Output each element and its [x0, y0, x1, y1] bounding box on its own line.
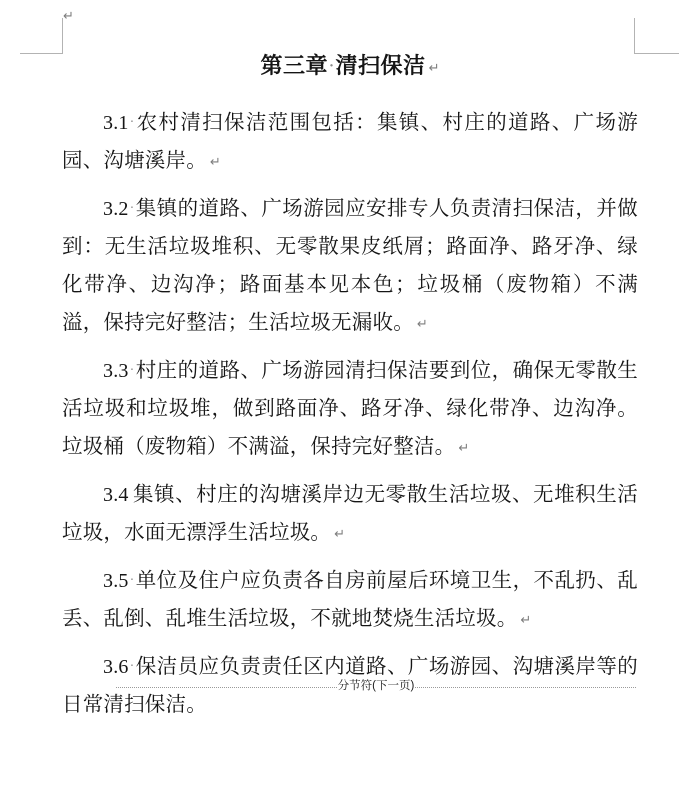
section-break-dotted-line-left: [116, 686, 337, 688]
section-break-marker: [116, 676, 636, 696]
paragraph-number: 3.3: [103, 360, 129, 382]
paragraph-3-3: [62, 352, 638, 467]
space-dot-icon: ·: [129, 201, 135, 216]
title-chapter-text: 第三章: [260, 53, 329, 78]
paragraph-3-5: [62, 562, 638, 639]
paragraph-mark-icon: ↵: [458, 440, 470, 455]
space-dot-icon: ·: [129, 573, 135, 588]
paragraph-number: 3.4: [103, 484, 129, 506]
paragraph-mark-icon: ↵: [63, 8, 74, 23]
section-break-label: 分节符(下一页): [337, 680, 415, 692]
paragraph-3-4: [62, 476, 638, 553]
paragraph-mark-icon: ↵: [520, 612, 532, 627]
paragraph-text: 集镇、村庄的沟塘溪岸边无零散生活垃圾、无堆积生活垃圾，水面无漂浮生活垃圾。: [62, 484, 638, 544]
section-break-dotted-line-right: [415, 686, 636, 688]
paragraph-text: 保洁员应负责责任区内道路、广场游园、沟塘溪岸等的日常清扫保洁。: [62, 656, 638, 716]
page-margin-mark-top-right: [634, 18, 684, 54]
title-main-text: 清扫保洁: [335, 53, 426, 78]
paragraph-text: 集镇的道路、广场游园应安排专人负责清扫保洁，并做到：无生活垃圾堆积、无零散果皮纸屑；路面净、路牙净、绿化带净、边沟净；路面基本见本色；垃圾桶（废物箱）不满溢，保持完好整洁；生活垃圾无漏收。: [62, 198, 638, 334]
paragraph-mark-icon: ↵: [334, 526, 346, 541]
title-space-dot-icon: ·: [329, 58, 335, 74]
margin-mark-horizontal-line: [20, 53, 63, 54]
paragraph-mark-icon: ↵: [416, 316, 428, 331]
space-dot-icon: ·: [129, 659, 135, 674]
document-body: [62, 48, 638, 733]
paragraph-number: 3.2: [103, 198, 129, 220]
paragraph-mark-icon: ↵: [428, 60, 440, 75]
paragraph-mark-icon: ↵: [209, 154, 221, 169]
paragraph-text: 单位及住户应负责各自房前屋后环境卫生，不乱扔、乱丢、乱倒、乱堆生活垃圾，不就地焚烧生活垃圾。: [62, 570, 638, 630]
paragraph-number: 3.1: [103, 112, 129, 134]
paragraph-number: 3.5: [103, 570, 129, 592]
paragraph-3-2: [62, 190, 638, 343]
space-dot-icon: ·: [129, 115, 135, 130]
paragraph-3-1: [62, 104, 638, 181]
space-dot-icon: ·: [129, 363, 135, 378]
paragraph-text: 农村清扫保洁范围包括：集镇、村庄的道路、广场游园、沟塘溪岸。: [62, 112, 638, 172]
paragraph-text: 村庄的道路、广场游园清扫保洁要到位，确保无零散生活垃圾和垃圾堆，做到路面净、路牙净、绿化带净、边沟净。垃圾桶（废物箱）不满溢，保持完好整洁。: [62, 360, 638, 458]
margin-mark-horizontal-line: [634, 53, 679, 54]
paragraph-number: 3.6: [103, 656, 129, 678]
page-title: [62, 48, 638, 86]
